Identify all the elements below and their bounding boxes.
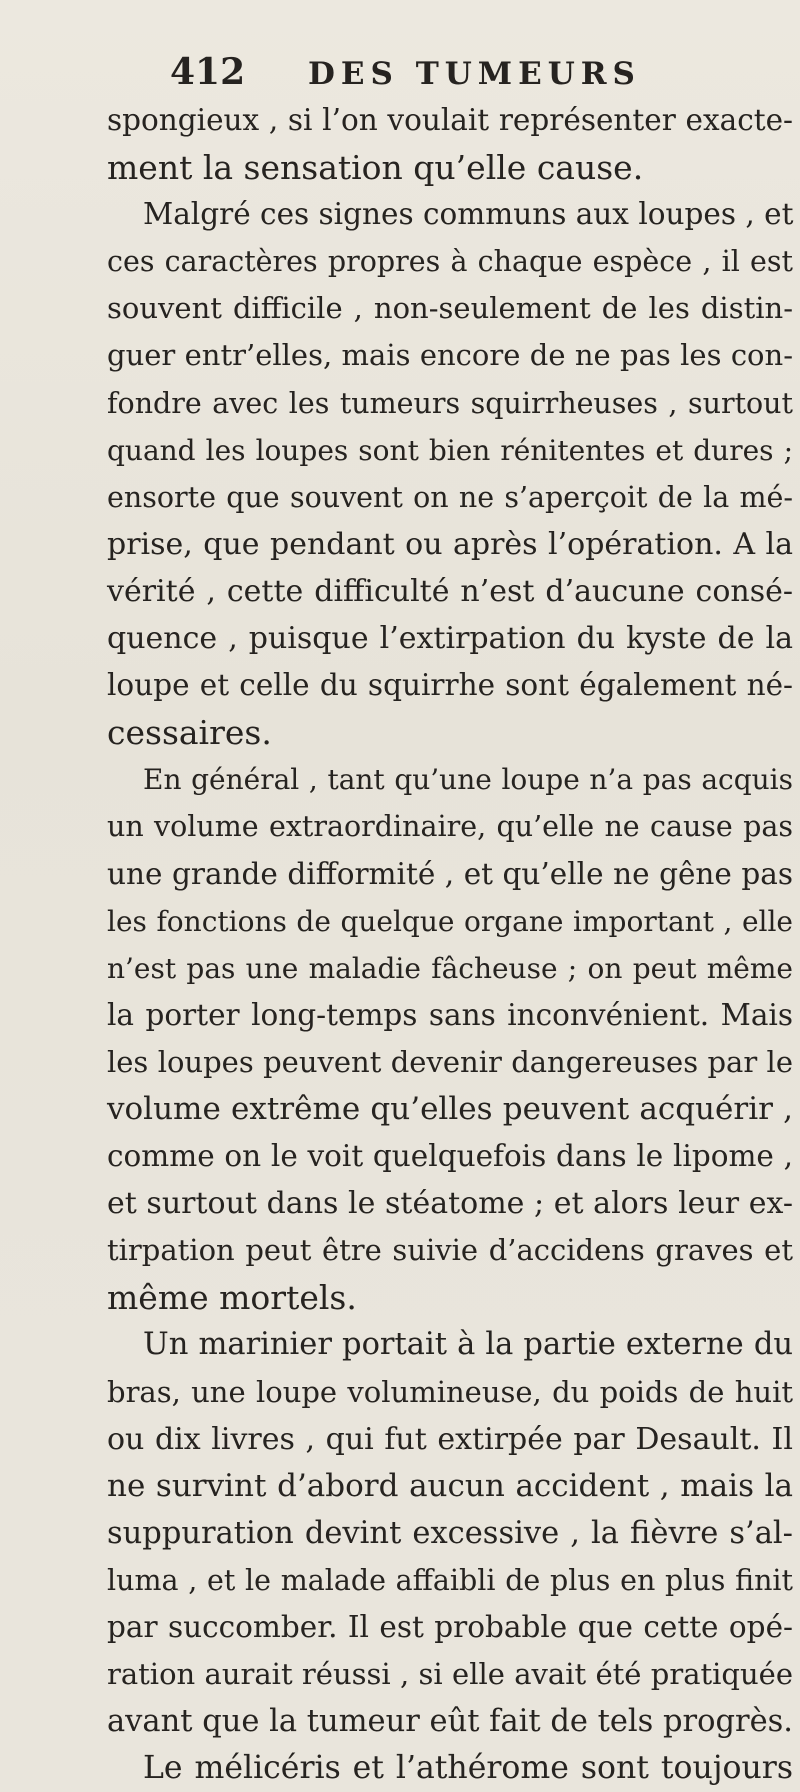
text-line: Malgré ces signes communs aux loupes , et (143, 197, 794, 232)
text-line: les fonctions de quelque organe important , elle (107, 904, 793, 938)
text-line: guer entr’elles, mais encore de ne pas les con- (107, 338, 793, 373)
text-line: ou dix livres , qui fut extirpée par Desault. Il (107, 1421, 793, 1457)
text-line: suppuration devint excessive , la fièvre s’al- (107, 1515, 793, 1551)
text-line: luma , et le malade affaibli de plus en plus finit (107, 1563, 793, 1597)
text-line: Le mélicéris et l’athérome sont toujours (143, 1750, 793, 1787)
text-line: quence , puisque l’extirpation du kyste de la (107, 621, 793, 657)
text-line: avant que la tumeur eût fait de tels progrès. (107, 1704, 793, 1740)
text-line: prise, que pendant ou après l’opération. A la (107, 526, 793, 562)
body-text (107, 97, 793, 1792)
text-line: ne survint d’abord aucun accident , mais la (107, 1467, 793, 1504)
text-line: Un marinier portait à la partie externe du (143, 1327, 793, 1363)
text-line: et surtout dans le stéatome ; et alors leur ex- (107, 1186, 793, 1222)
text-line: spongieux , si l’on voulait représenter exacte- (107, 103, 793, 137)
text-line: ration aurait réussi , si elle avait été pratiquée (107, 1657, 793, 1692)
text-line: la porter long-temps sans inconvénient. Mais (107, 997, 793, 1032)
text-line: volume extrême qu’elles peuvent acquérir , (107, 1090, 793, 1127)
text-line: ment la sensation qu’elle cause. (107, 148, 644, 188)
text-line: par succomber. Il est probable que cette opé- (107, 1610, 793, 1644)
text-line: ensorte que souvent on ne s’aperçoit de la mé- (107, 480, 793, 514)
text-line: comme on le voit quelquefois dans le lipome , (107, 1139, 793, 1174)
text-line: tirpation peut être suivie d’accidens graves et (107, 1233, 793, 1268)
text-line: même mortels. (107, 1278, 357, 1318)
text-line: fondre avec les tumeurs squirrheuses , surtout (107, 386, 793, 420)
text-line: bras, une loupe volumineuse, du poids de huit (107, 1374, 793, 1409)
text-line: une grande difformité , et qu’elle ne gêne pas (107, 856, 793, 891)
text-line: loupe et celle du squirrhe sont également né- (107, 668, 793, 703)
text-line: cessaires. (107, 713, 272, 753)
text-line: les loupes peuvent devenir dangereuses par le (107, 1044, 793, 1079)
text-line: quand les loupes sont bien rénitentes et dures ; (107, 433, 793, 467)
text-line: un volume extraordinaire, qu’elle ne cause pas (107, 810, 793, 844)
running-head (170, 50, 730, 94)
text-line: vérité , cette difficulté n’est d’aucune consé- (107, 573, 793, 609)
text-line: ces caractères propres à chaque espèce , il est (107, 245, 793, 279)
text-line: En général , tant qu’une loupe n’a pas acquis (143, 763, 793, 797)
running-title: DES TUMEURS (308, 56, 641, 92)
page-number: 412 (170, 51, 246, 93)
text-line: souvent difficile , non-seulement de les distin- (107, 291, 793, 326)
text-line: n’est pas une maladie fâcheuse ; on peut même (107, 951, 793, 985)
